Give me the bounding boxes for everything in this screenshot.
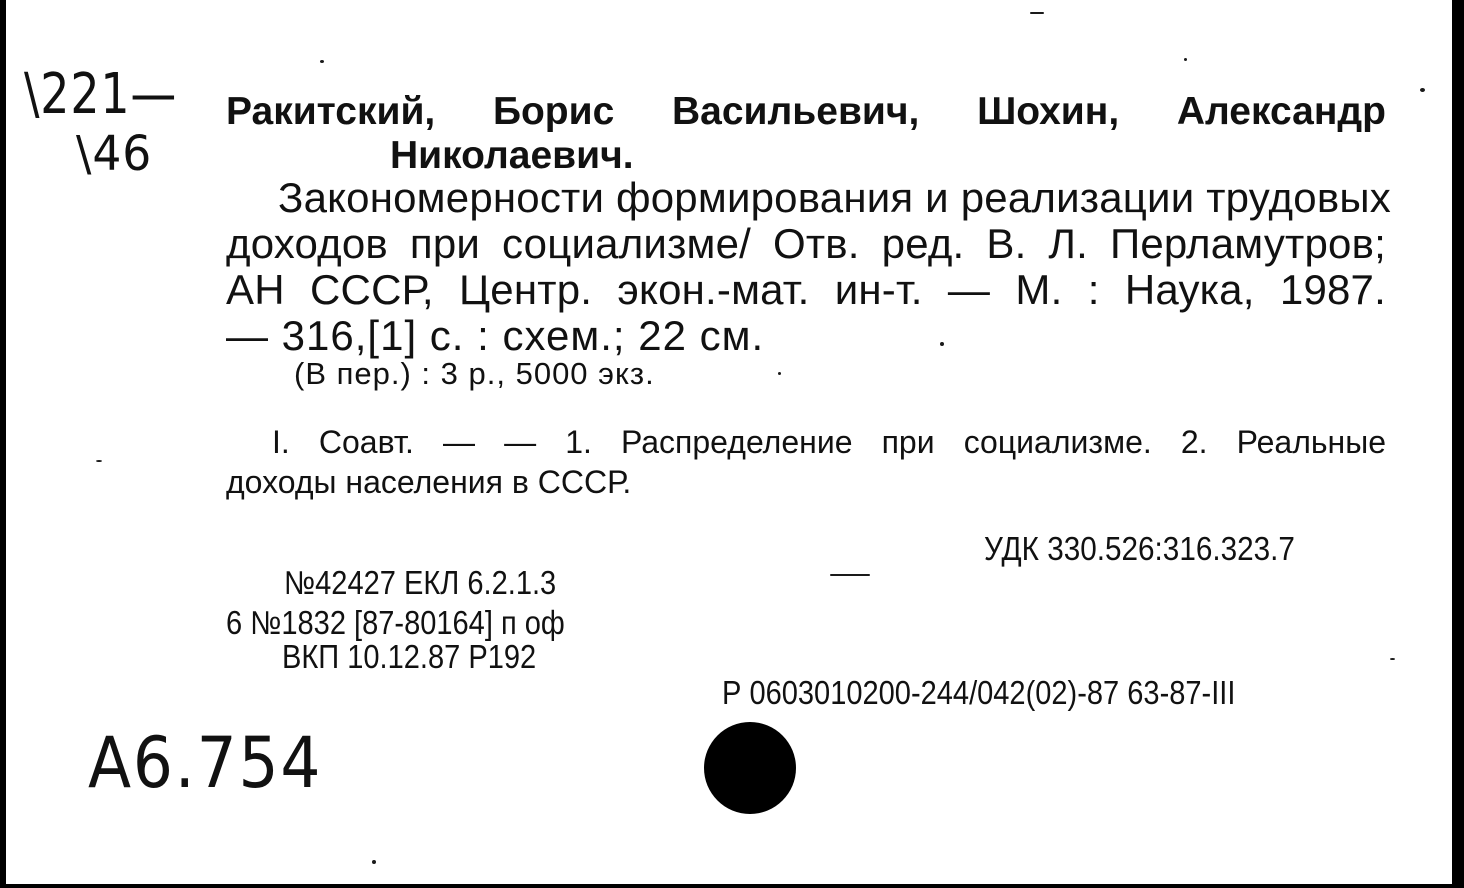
- description-line: доходов при социализме/ Отв. ред. В. Л. Перламутров;: [226, 220, 1386, 267]
- tracings-line-1: I. Соавт. — — 1. Распределение при социализме. 2. Реальные: [272, 424, 1386, 460]
- card-left-edge: [0, 0, 6, 888]
- technical-line-3: ВКП 10.12.87 Р192: [282, 638, 537, 675]
- scan-speck: [1420, 88, 1425, 92]
- scan-speck: [320, 60, 324, 63]
- description-line: — 316,[1] с. : схем.; 22 см.: [226, 312, 765, 359]
- scan-speck: [830, 574, 870, 576]
- author-heading-continuation: Николаевич.: [390, 134, 634, 177]
- price-edition: (В пер.) : 3 р., 5000 экз.: [294, 356, 655, 391]
- publisher-code: Р 0603010200-244/042(02)-87 63-87-III: [722, 674, 1236, 711]
- scan-speck: [1184, 58, 1187, 61]
- scan-speck: [778, 372, 781, 375]
- punch-hole: [704, 722, 796, 814]
- scan-speck: [1030, 12, 1044, 14]
- scan-speck: [96, 460, 102, 462]
- heading-word: Васильевич,: [671, 90, 920, 133]
- handwritten-shelf-mark-2: \46: [76, 126, 153, 182]
- heading-word: Ракитский,: [226, 90, 436, 133]
- card-bottom-edge: [0, 884, 1464, 888]
- scan-speck: [372, 860, 376, 864]
- udk-code: УДК 330.526:316.323.7: [984, 530, 1295, 567]
- technical-line-2: 6 №1832 [87-80164] п оф: [226, 604, 565, 641]
- description-line: Закономерности формирования и реализации трудовых: [278, 174, 1391, 221]
- technical-line-1: №42427 ЕКЛ 6.2.1.3: [284, 564, 557, 601]
- heading-word: Шохин,: [977, 90, 1120, 133]
- author-heading: [226, 90, 1386, 134]
- scan-speck: [1390, 658, 1395, 660]
- card-right-edge: [1452, 0, 1464, 888]
- heading-word: Борис: [492, 90, 615, 133]
- heading-word: Александр: [1176, 90, 1386, 133]
- tracings-line-2: доходы населения в СССР.: [226, 464, 632, 500]
- description-line: АН СССР, Центр. экон.-мат. ин-т. — М. : Наука, 1987.: [226, 266, 1386, 313]
- handwritten-inventory-number: A6.754: [88, 722, 323, 804]
- handwritten-shelf-mark: \221—: [24, 62, 178, 127]
